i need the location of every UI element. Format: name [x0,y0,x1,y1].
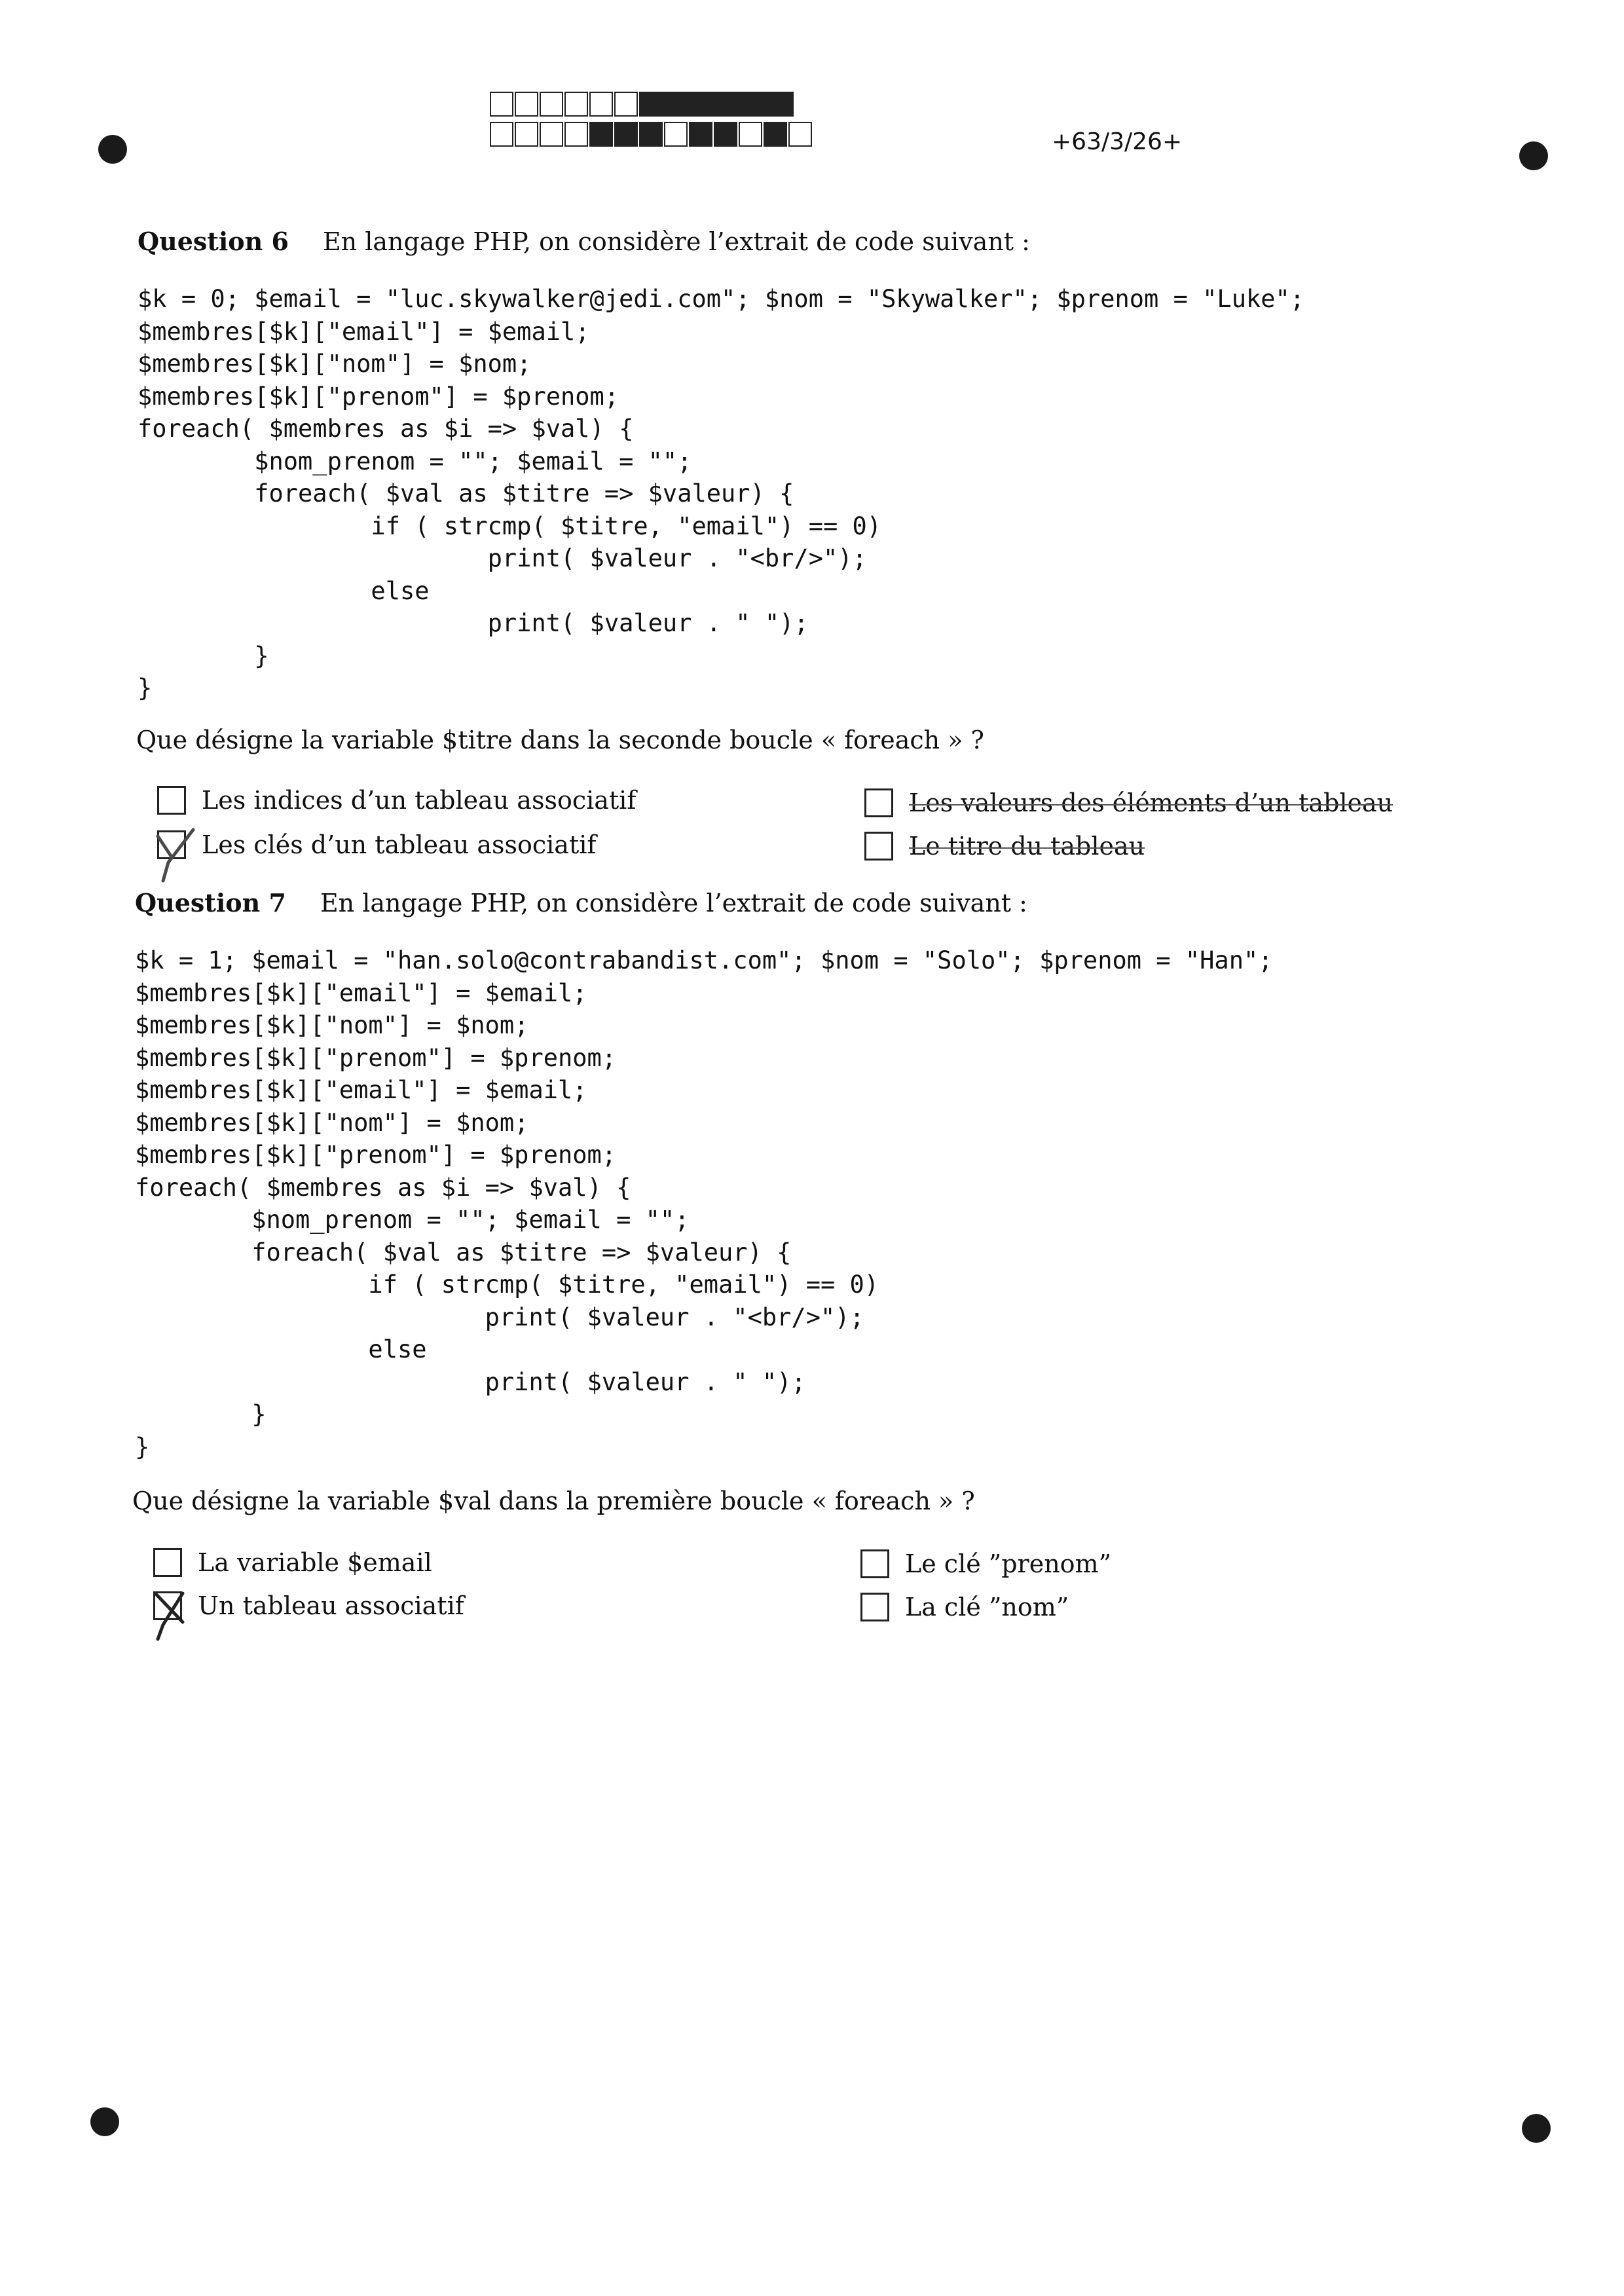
q7-option-tableau-associatif-checkbox[interactable] [153,1591,182,1620]
q6-option-titre-label: Le titre du tableau [909,832,1145,861]
q6-option-cles [157,830,596,859]
q6-option-titre [864,832,1145,861]
cross-mark-icon [149,1587,201,1646]
q7-option-cle-prenom-checkbox[interactable] [860,1549,889,1578]
q6-option-cles-checkbox[interactable] [157,830,186,859]
q6-option-indices-label: Les indices d’un tableau associatif [202,786,637,815]
q6-option-indices-checkbox[interactable] [157,786,186,815]
q6-option-valeurs-label: Les valeurs des éléments d’un tableau [909,788,1393,817]
page-identifier: +63/3/26+ [1052,128,1183,155]
id-barcode [490,92,813,152]
question-7-code: $k = 1; $email = "han.solo@contrabandist.com"; $nom = "Solo"; $prenom = "Han"; $membres[$k]["email"] = $email; $membres[$k]["nom"] = $nom; $membres[$k]["prenom"] = $prenom; $membres[$k]["email"] = $email; $membres[$k]["nom"] = $nom; $membres[$k]["prenom"] = $prenom; foreach( $membres as $i => $val) { $nom_prenom = ""; $email = ""; foreach( $val as $titre => $valeur) { if ( strcmp( $titre, "email") == 0) print( $valeur . "<br/>"); else print( $valeur . " "); } } [135,946,1273,1461]
question-6-heading [138,227,1030,256]
question-7-heading [135,888,1027,917]
question-6-code: $k = 0; $email = "luc.skywalker@jedi.com"; $nom = "Skywalker"; $prenom = "Luke"; $membres[$k]["email"] = $email; $membres[$k]["nom"] = $nom; $membres[$k]["prenom"] = $prenom; foreach( $membres as $i => $val) { $nom_prenom = ""; $email = ""; foreach( $val as $titre => $valeur) { if ( strcmp( $titre, "email") == 0) print( $valeur . "<br/>"); else print( $valeur . " "); } } [138,285,1305,702]
q7-option-cle-nom-label: La clé ”nom” [905,1593,1069,1621]
registration-mark-bottom-right [1522,2114,1551,2143]
registration-mark-top-right [1519,141,1548,170]
q7-option-tableau-associatif-label: Un tableau associatif [198,1591,464,1620]
question-7-label: Question 7 [135,888,286,917]
q6-option-titre-checkbox[interactable] [864,832,893,861]
q7-option-cle-prenom-label: Le clé ”prenom” [905,1549,1112,1578]
registration-mark-top-left [98,135,127,164]
q7-option-cle-nom-checkbox[interactable] [860,1593,889,1621]
question-6-prompt: Que désigne la variable $titre dans la seconde boucle « foreach » ? [136,726,984,754]
q7-option-cle-prenom [860,1549,1111,1578]
q7-option-variable-email-label: La variable $email [198,1548,432,1577]
q7-option-cle-nom [860,1593,1069,1621]
question-7-intro: En langage PHP, on considère l’extrait de code suivant : [320,889,1027,917]
registration-mark-bottom-left [90,2107,119,2136]
check-mark-icon [153,826,205,885]
q6-option-indices [157,786,636,815]
q7-option-variable-email [153,1548,432,1577]
question-6-intro: En langage PHP, on considère l’extrait de code suivant : [322,227,1030,256]
q7-option-tableau-associatif [153,1591,464,1620]
q7-option-variable-email-checkbox[interactable] [153,1548,182,1577]
question-7-prompt: Que désigne la variable $val dans la première boucle « foreach » ? [132,1487,975,1515]
q6-option-valeurs-checkbox[interactable] [864,788,893,817]
question-6-label: Question 6 [138,227,289,256]
q6-option-valeurs [864,788,1393,817]
q6-option-cles-label: Les clés d’un tableau associatif [202,830,597,859]
